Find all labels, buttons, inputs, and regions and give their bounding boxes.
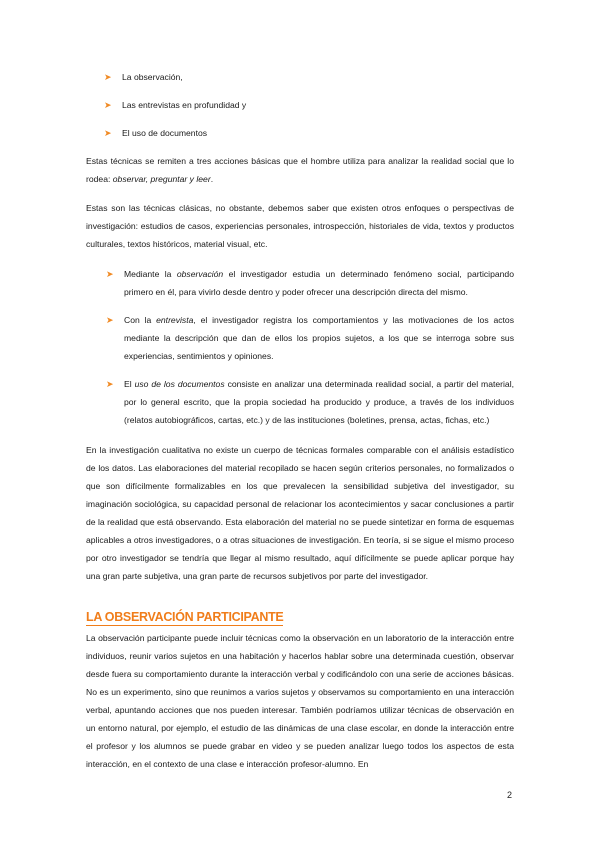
- list-item: [106, 311, 514, 365]
- paragraph: Estas técnicas se remiten a tres acciones básicas que el hombre utiliza para analizar la realidad social que lo rodea: observar, preguntar y leer.: [86, 156, 514, 184]
- list-item-text: Mediante la observación el investigador estudia un determinado fenómeno social, participando primero en él, para vivirlo desde dentro y poder ofrecer una descripción directa del mismo.: [124, 269, 514, 297]
- list-item-text: El uso de documentos: [122, 128, 208, 138]
- section-heading: LA OBSERVACIÓN PARTICIPANTE: [86, 610, 284, 624]
- list-item: [106, 265, 514, 301]
- page-number: 2: [507, 790, 513, 800]
- arrow-bullet-icon: ➤: [106, 315, 114, 325]
- paragraph: En la investigación cualitativa no existe un cuerpo de técnicas formales comparable con el análisis estadístico de los datos. Las elaboraciones del material recopilado se hacen según criterios personales, no formalizados o que son difícilmente formalizables en los que prevalecen la sensibilidad subjetiva del investigador, su imaginación sociológica, su capacidad personal de relacionar los acontecimientos y sacar conclusiones a partir de la realidad que está observando. Esta elaboración del material no se puede sintetizar en forma de esquemas aplicables a otros investigadores, o a otras situaciones de investigación. En teoría, si se sigue el mismo proceso por otro investigador se tendría que llegar al mismo resultado, aquí difícilmente se puede aplicar porque hay una gran parte subjetiva, una gran parte de recursos subjetivos por parte del investigador.: [86, 445, 514, 581]
- list-item-text: Las entrevistas en profundidad y: [122, 100, 247, 110]
- arrow-bullet-icon: ➤: [104, 100, 112, 110]
- page-content: [86, 68, 514, 784]
- list-item: [104, 96, 514, 124]
- list-item: [106, 375, 514, 429]
- arrow-bullet-icon: ➤: [104, 128, 112, 138]
- paragraph: La observación participante puede incluir técnicas como la observación en un laboratorio de la interacción entre individuos, reunir varios sujetos en una habitación y hacerlos hablar sobre una determinada cuestión, observar desde fuera su comportamiento durante la interacción verbal y codificándolo con una serie de acciones básicas. No es un experimento, sino que reunimos a varios sujetos y observamos su comportamiento en una interacción verbal, apuntando acciones que nos pueden interesar. También podríamos utilizar técnicas de observación en un entorno natural, por ejemplo, el estudio de las dinámicas de una clase escolar, en donde la interacción entre el profesor y los alumnos se puede grabar en video y se pueden analizar luego todos los aspectos de esta interacción, en el contexto de una clase e interacción profesor-alumno. En: [86, 633, 514, 769]
- list-item: [104, 68, 514, 96]
- arrow-bullet-icon: ➤: [106, 379, 114, 389]
- emphasis: observar, preguntar y leer: [112, 174, 211, 184]
- paragraph: Estas son las técnicas clásicas, no obstante, debemos saber que existen otros enfoques o perspectivas de investigación: estudios de casos, experiencias personales, introspección, historiales de vida, textos y productos culturales, textos históricos, material visual, etc.: [86, 203, 514, 249]
- list-item: [104, 124, 514, 146]
- arrow-bullet-icon: ➤: [106, 269, 114, 279]
- list-item-text: El uso de los documentos consiste en analizar una determinada realidad social, a partir del material, por lo general escrito, que la propia sociedad ha producido y produce, a través de los individuos (relatos autobiográficos, cartas, etc.) y de las instituciones (boletines, prensa, actas, fichas, etc.): [124, 379, 514, 425]
- list-item-text: Con la entrevista, el investigador registra los comportamientos y las motivaciones de los actos mediante la descripción que dan de ellos los propios sujetos, a los que se interroga sobre sus experiencias, sentimientos y opiniones.: [124, 315, 514, 361]
- arrow-bullet-icon: ➤: [104, 72, 112, 82]
- list-item-text: La observación,: [122, 72, 183, 82]
